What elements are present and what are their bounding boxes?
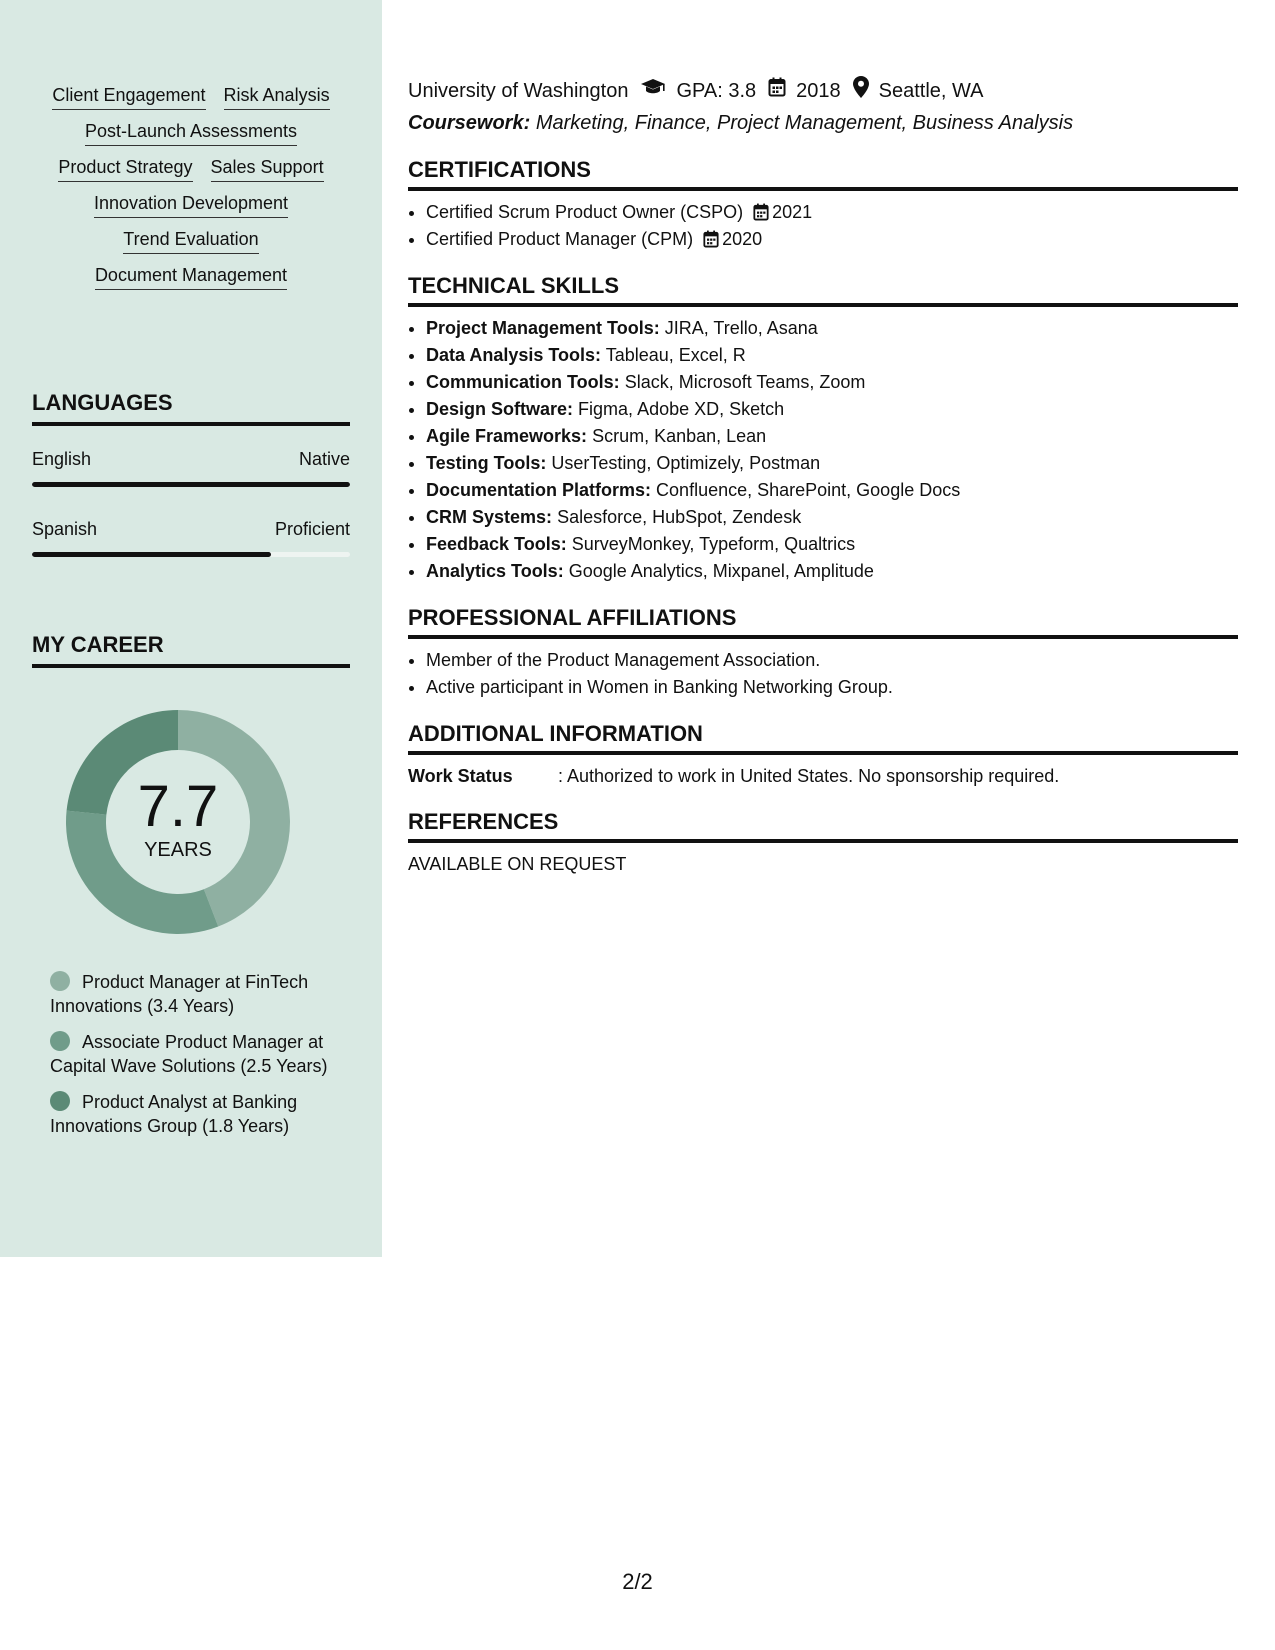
skill-category: Data Analysis Tools: — [426, 345, 602, 365]
school-name: University of Washington — [408, 80, 629, 102]
legend-dot — [50, 1031, 70, 1051]
certifications-list — [408, 199, 1238, 253]
calendar-icon — [703, 229, 722, 249]
references-title: REFERENCES — [408, 809, 1238, 843]
career-legend-item — [50, 970, 340, 1018]
cert-name: Certified Product Manager (CPM) — [426, 229, 694, 249]
location: Seattle, WA — [878, 80, 984, 102]
skill-values: Google Analytics, Mixpanel, Amplitude — [568, 561, 874, 581]
list-item — [426, 531, 1238, 558]
graduation-cap-icon — [640, 77, 666, 105]
language-english — [32, 448, 350, 487]
map-pin-icon — [853, 76, 869, 106]
list-item — [426, 423, 1238, 450]
language-bar-fill — [32, 482, 350, 487]
cert-year: 2021 — [772, 202, 813, 222]
legend-label: Product Analyst at Banking Innovations Group (1.8 Years) — [50, 1092, 298, 1136]
coursework-label: Coursework: — [408, 112, 531, 134]
language-bar-fill — [32, 552, 271, 557]
skill-values: JIRA, Trello, Asana — [664, 318, 818, 338]
legend-label: Product Manager at FinTech Innovations (3.4 Years) — [50, 972, 309, 1016]
list-item — [426, 477, 1238, 504]
cert-name: Certified Scrum Product Owner (CSPO) — [426, 202, 744, 222]
skill-category: Design Software: — [426, 399, 574, 419]
sidebar — [0, 0, 382, 1257]
list-item — [426, 396, 1238, 423]
language-bar — [32, 552, 350, 557]
legend-dot — [50, 1091, 70, 1111]
skill-values: Slack, Microsoft Teams, Zoom — [624, 372, 866, 392]
language-level: Native — [298, 449, 350, 469]
calendar-icon — [768, 77, 786, 105]
list-item — [426, 342, 1238, 369]
list-item: • Active participant in Women in Banking Networking Group. — [426, 674, 1238, 701]
technical-skills-list — [408, 315, 1238, 585]
coursework-list: Marketing, Finance, Project Management, Business Analysis — [535, 112, 1074, 134]
technical-skills-title: TECHNICAL SKILLS — [408, 273, 1238, 307]
career-total-number: 7.7 — [137, 774, 219, 839]
work-status-label: Work Status — [408, 766, 513, 786]
references-text: AVAILABLE ON REQUEST — [408, 854, 627, 874]
coursework — [408, 109, 1238, 137]
languages-heading: LANGUAGES — [32, 390, 350, 426]
list-item — [426, 504, 1238, 531]
career-heading: MY CAREER — [32, 632, 350, 668]
skill-values: UserTesting, Optimizely, Postman — [551, 453, 821, 473]
skill-tag: Post-Launch Assessments — [85, 120, 297, 146]
language-bar — [32, 482, 350, 487]
language-name: Spanish — [32, 519, 98, 539]
career-total — [63, 707, 293, 937]
work-status — [408, 763, 1238, 789]
list-item — [426, 558, 1238, 585]
graduation-year: 2018 — [796, 80, 841, 102]
career-total-unit: YEARS — [144, 839, 212, 861]
work-status-value: : Authorized to work in United States. No sponsorship required. — [558, 766, 1060, 786]
skill-tag: Sales Support — [211, 156, 324, 182]
skill-values: Figma, Adobe XD, Sketch — [578, 399, 785, 419]
list-item: • Member of the Product Management Association. — [426, 647, 1238, 674]
language-level: Proficient — [274, 519, 350, 539]
cert-year: 2020 — [722, 229, 763, 249]
main-content — [408, 76, 1238, 877]
list-item — [426, 450, 1238, 477]
gpa: GPA: 3.8 — [676, 80, 757, 102]
education-line — [408, 76, 1238, 106]
list-item — [426, 315, 1238, 342]
career-legend-item — [50, 1090, 340, 1138]
language-name: English — [32, 449, 92, 469]
skill-values: Tableau, Excel, R — [605, 345, 746, 365]
career-legend-item — [50, 1030, 340, 1078]
skill-values: Confluence, SharePoint, Google Docs — [656, 480, 961, 500]
skill-tag: Risk Analysis — [224, 84, 330, 110]
calendar-icon — [753, 202, 772, 222]
list-item — [426, 369, 1238, 396]
page-number: 2/2 — [622, 1569, 653, 1594]
skill-tag: Innovation Development — [94, 192, 288, 218]
language-spanish — [32, 518, 350, 557]
skill-category: Documentation Platforms: — [426, 480, 652, 500]
skill-values: SurveyMonkey, Typeform, Qualtrics — [571, 534, 856, 554]
skill-values: Scrum, Kanban, Lean — [592, 426, 767, 446]
legend-label: Associate Product Manager at Capital Wave Solutions (2.5 Years) — [50, 1032, 328, 1076]
skill-tag: Client Engagement — [52, 84, 205, 110]
career-legend — [50, 970, 340, 1150]
skill-tag: Trend Evaluation — [123, 228, 258, 254]
additional-info-title: ADDITIONAL INFORMATION — [408, 721, 1238, 755]
skill-tag: Document Management — [95, 264, 287, 290]
skill-category: Testing Tools: — [426, 453, 547, 473]
skill-tag: Product Strategy — [58, 156, 192, 182]
list-item — [426, 226, 1238, 253]
skill-category: Agile Frameworks: — [426, 426, 588, 446]
affiliations-title: PROFESSIONAL AFFILIATIONS — [408, 605, 1238, 639]
certifications-title: CERTIFICATIONS — [408, 157, 1238, 191]
affiliations-list — [408, 647, 1238, 701]
skill-category: Project Management Tools: — [426, 318, 660, 338]
skill-category: Analytics Tools: — [426, 561, 564, 581]
legend-dot — [50, 971, 70, 991]
skills-list — [32, 84, 350, 290]
skill-category: Feedback Tools: — [426, 534, 567, 554]
skill-category: CRM Systems: — [426, 507, 553, 527]
skill-category: Communication Tools: — [426, 372, 620, 392]
skill-values: Salesforce, HubSpot, Zendesk — [557, 507, 802, 527]
list-item — [426, 199, 1238, 226]
